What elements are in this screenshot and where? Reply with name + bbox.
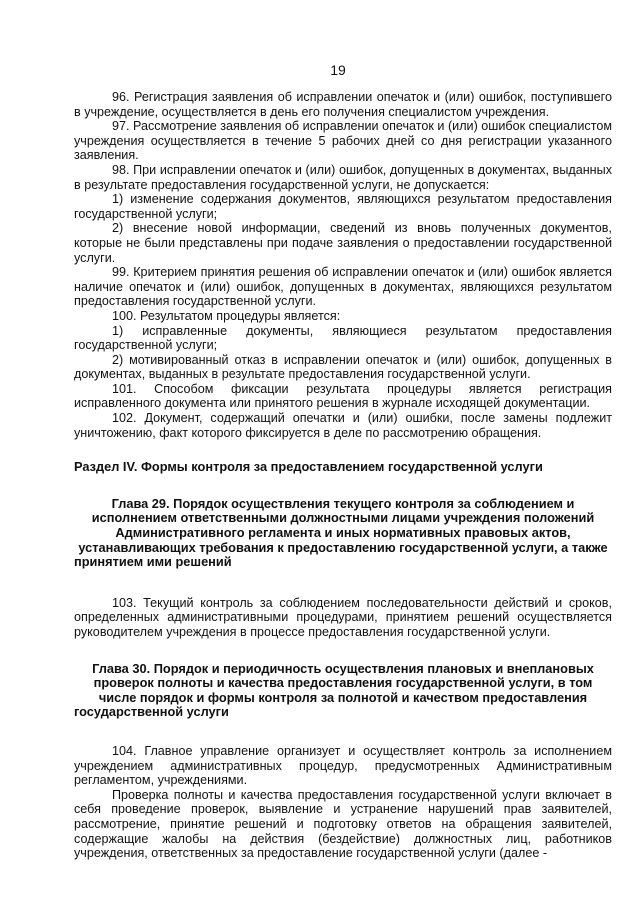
chapter-29-heading: Глава 29. Порядок осуществления текущего контроля за соблюдением и исполнением ответственными должностными лицами учреждения положений Административного регламента и иных нормативных правовых актов, устанавливающих требования к предоставлению государственной услуги, а также принятием ими решений	[74, 495, 608, 570]
paragraph-check: Проверка полноты и качества предоставления государственной услуги включает в себя проведение проверок, выявление и устранение нарушений прав заявителей, рассмотрение, принятие решений и подготовку ответов на обращения заявителей, содержащие жалобы на действия (бездействие) должностных лиц, работников учреждения, ответственных за предоставление государственной услуги (далее -	[74, 787, 612, 861]
paragraph-98-item-1: 1) изменение содержания документов, являющихся результатом предоставления государственной услуги;	[74, 192, 612, 221]
paragraph-98-item-2: 2) внесение новой информации, сведений из вновь полученных документов, которые не были представлены при подаче заявления о предоставлении государственной услуги.	[74, 221, 612, 265]
paragraph-103: 103. Текущий контроль за соблюдением последовательности действий и сроков, определенных административными процедурами, принятием решений осуществляется руководителем учреждения в процессе предоставления государственной услуги.	[74, 595, 612, 639]
paragraph-97: 97. Рассмотрение заявления об исправлении опечаток и (или) ошибок специалистом учреждения осуществляется в течение 5 рабочих дней со дня регистрации указанного заявления.	[74, 119, 612, 163]
chapter-30-heading: Глава 30. Порядок и периодичность осуществления плановых и внеплановых проверок полноты и качества предоставления государственной услуги, в том числе порядок и формы контроля за полнотой и качеством предоставления государственной услуги	[74, 660, 594, 720]
paragraph-98: 98. При исправлении опечаток и (или) ошибок, допущенных в документах, выданных в результате предоставления государственной услуги, не допускается:	[74, 162, 612, 192]
paragraph-101: 101. Способом фиксации результата процедуры является регистрация исправленного документа или принятого решения в журнале исходящей документации.	[74, 381, 612, 411]
paragraph-100-item-1: 1) исправленные документы, являющиеся результатом предоставления государственной услуги;	[74, 323, 612, 353]
section-heading: Раздел IV. Формы контроля за предоставлением государственной услуги	[74, 459, 543, 475]
paragraph-100-item-2: 2) мотивированный отказ в исправлении опечаток и (или) ошибок, допущенных в документах, выданных в результате предоставления государственной услуги.	[74, 352, 612, 382]
paragraph-96: 96. Регистрация заявления об исправлении опечаток и (или) ошибок, поступившего в учреждение, осуществляется в день его получения специалистом учреждения.	[74, 90, 612, 119]
page-number: 19	[330, 62, 346, 78]
paragraph-99: 99. Критерием принятия решения об исправлении опечаток и (или) ошибок является наличие опечаток и (или) ошибок, допущенных в документах, являющихся результатом предоставления государственной услуги.	[74, 265, 612, 309]
paragraph-102: 102. Документ, содержащий опечатки и (или) ошибки, после замены подлежит уничтожению, факт которого фиксируется в деле по рассмотрению обращения.	[74, 411, 612, 440]
paragraph-104: 104. Главное управление организует и осуществляет контроль за исполнением учреждением административных процедур, предусмотренных Административным регламентом, учреждениями.	[74, 743, 612, 788]
document-body	[74, 90, 612, 861]
paragraph-100: 100. Результатом процедуры является:	[112, 308, 341, 323]
